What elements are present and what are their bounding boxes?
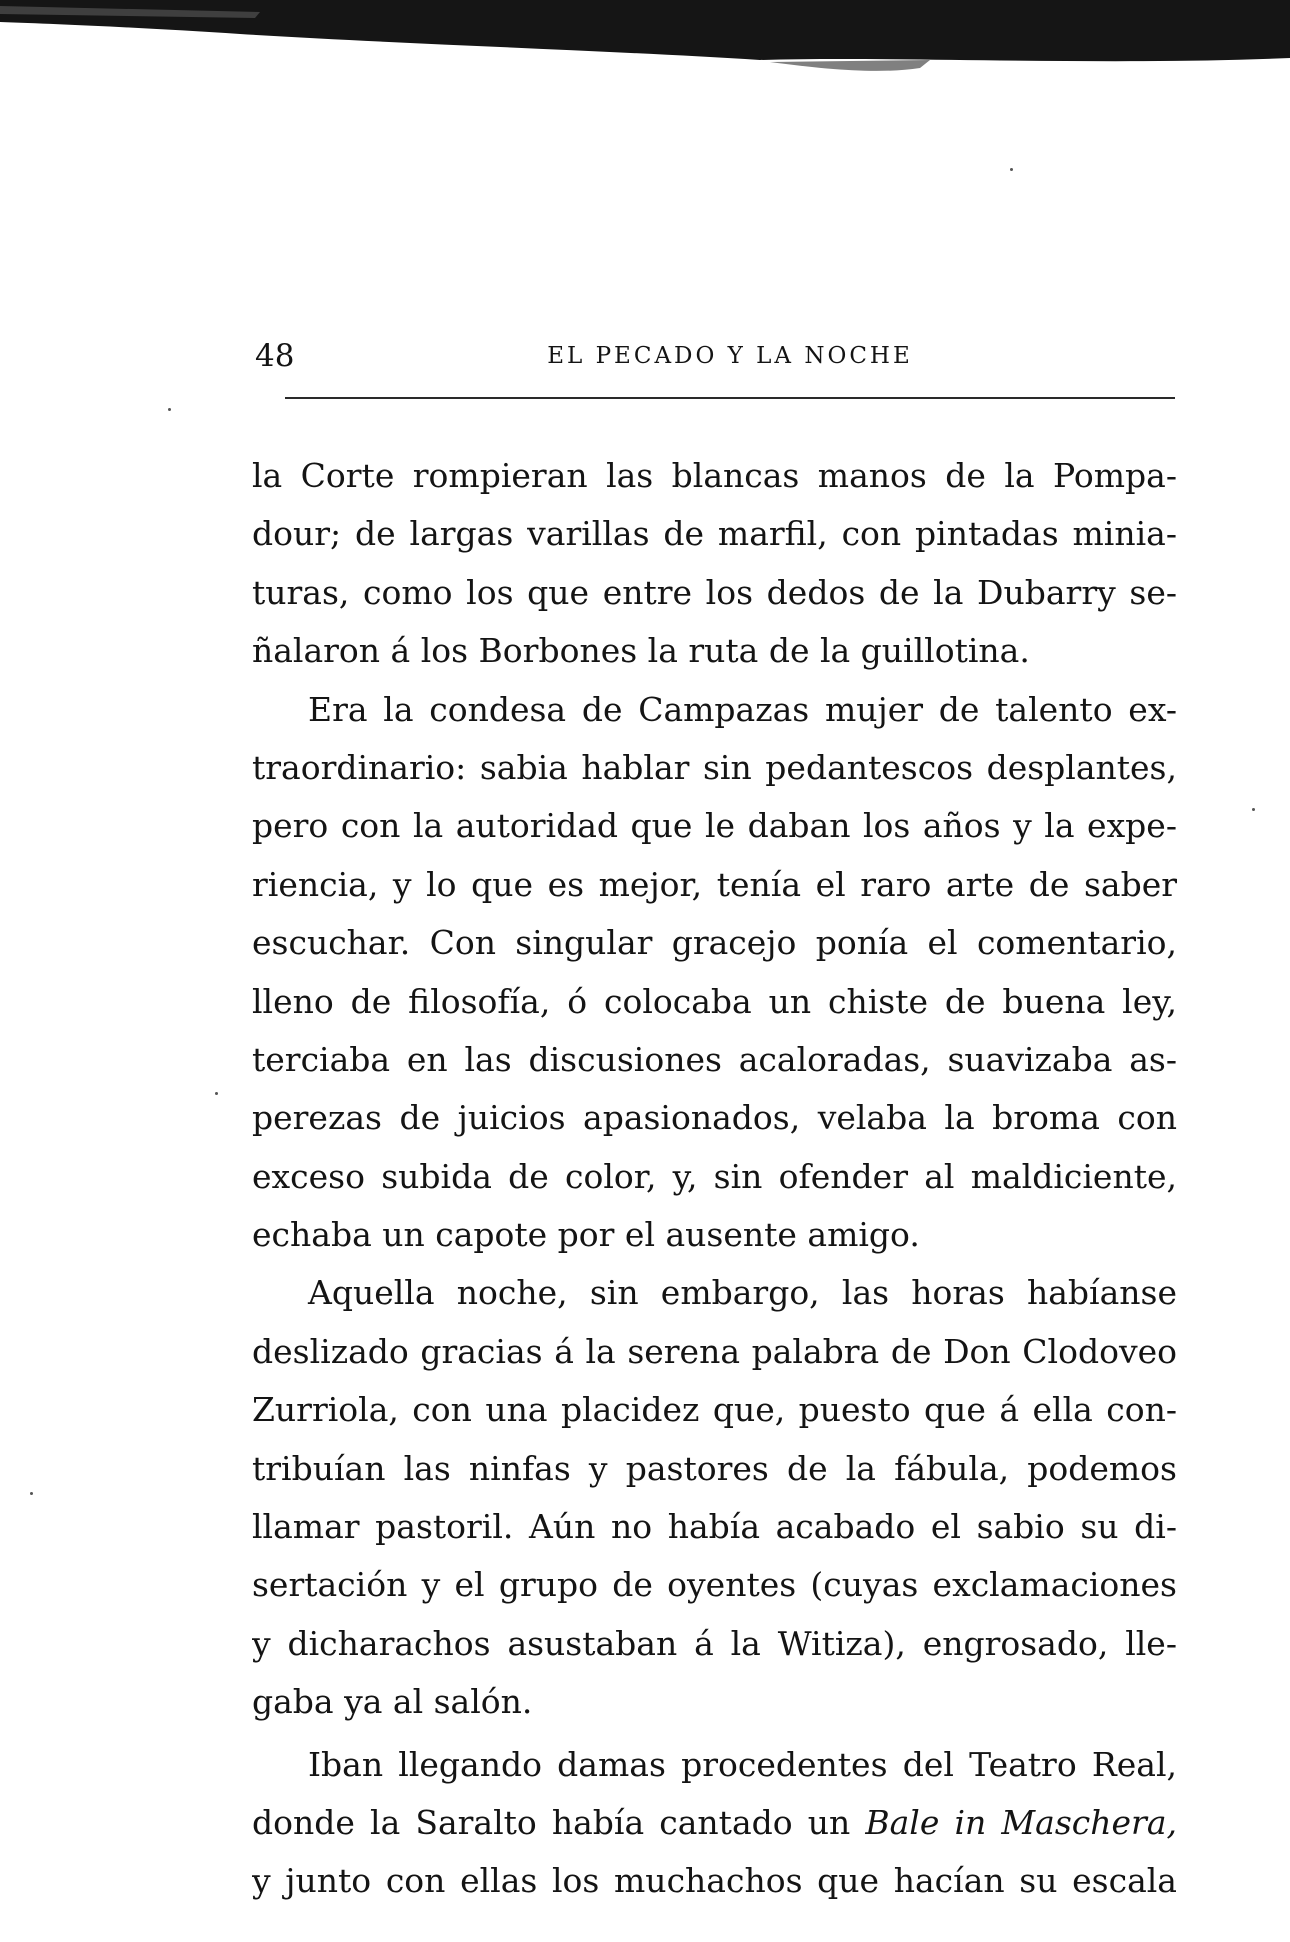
text-line: lleno de filosofía, ó colocaba un chiste de buena ley, [252,981,1177,1021]
text-line: exceso subida de color, y, sin ofender al maldiciente, [252,1156,1177,1196]
text-line: ñalaron á los Borbones la ruta de la guillotina. [252,631,1030,671]
body-text [252,447,1177,1911]
text-line: gaba ya al salón. [252,1682,533,1722]
scan-speck [1010,168,1013,171]
text-line: terciaba en las discusiones acaloradas, suavizaba as- [252,1039,1177,1079]
text-line: Iban llegando damas procedentes del Teatro Real, [308,1744,1177,1784]
paragraph [252,681,1177,1265]
scan-speck [168,408,171,411]
header-rule [285,397,1175,399]
text-line: y dicharachos asustaban á la Witiza), engrosado, lle- [252,1623,1177,1663]
text-line: tribuían las ninfas y pastores de la fábula, podemos [252,1448,1177,1488]
text-line: la Corte rompieran las blancas manos de la Pompa- [252,456,1177,495]
paragraph [252,1264,1177,1731]
text-line: riencia, y lo que es mejor, tenía el raro arte de saber [252,864,1177,904]
text-line: pero con la autoridad que le daban los años y la expe- [252,806,1177,846]
scan-speck [30,1492,33,1495]
text-line: escuchar. Con singular gracejo ponía el comentario, [252,923,1177,963]
text-line: echaba un capote por el ausente amigo. [252,1215,920,1255]
text-line: deslizado gracias á la serena palabra de Don Clodoveo [252,1331,1177,1371]
running-header [255,336,1175,386]
text-line: sertación y el grupo de oyentes (cuyas exclamaciones [252,1565,1177,1605]
scanned-page-top-edge [0,0,1290,80]
text-line: traordinario: sabia hablar sin pedantescos desplantes, [252,747,1177,787]
page-number: 48 [255,338,295,374]
text-line: dour; de largas varillas de marfil, con pintadas minia- [252,514,1177,554]
scan-speck [215,1092,218,1095]
text-line-with-italic: donde la Saralto había cantado un Bale in Maschera, [252,1802,1177,1842]
text-line: Aquella noche, sin embargo, las horas habíanse [308,1273,1177,1313]
paragraph [252,447,1177,681]
text-line: llamar pastoril. Aún no había acabado el sabio su di- [252,1507,1177,1547]
paragraph [252,1736,1177,1911]
text-line: Zurriola, con una placidez que, puesto que á ella con- [252,1390,1177,1430]
italic-title: Bale in Maschera, [865,1802,1177,1842]
text-line: perezas de juicios apasionados, velaba la broma con [252,1098,1177,1138]
text-line: y junto con ellas los muchachos que hacían su escala [252,1861,1177,1901]
text-line: turas, como los que entre los dedos de la Dubarry se- [252,572,1177,612]
scan-speck [1252,808,1255,811]
text-line: Era la condesa de Campazas mujer de talento ex- [308,689,1177,729]
running-title: EL PECADO Y LA NOCHE [547,343,913,369]
